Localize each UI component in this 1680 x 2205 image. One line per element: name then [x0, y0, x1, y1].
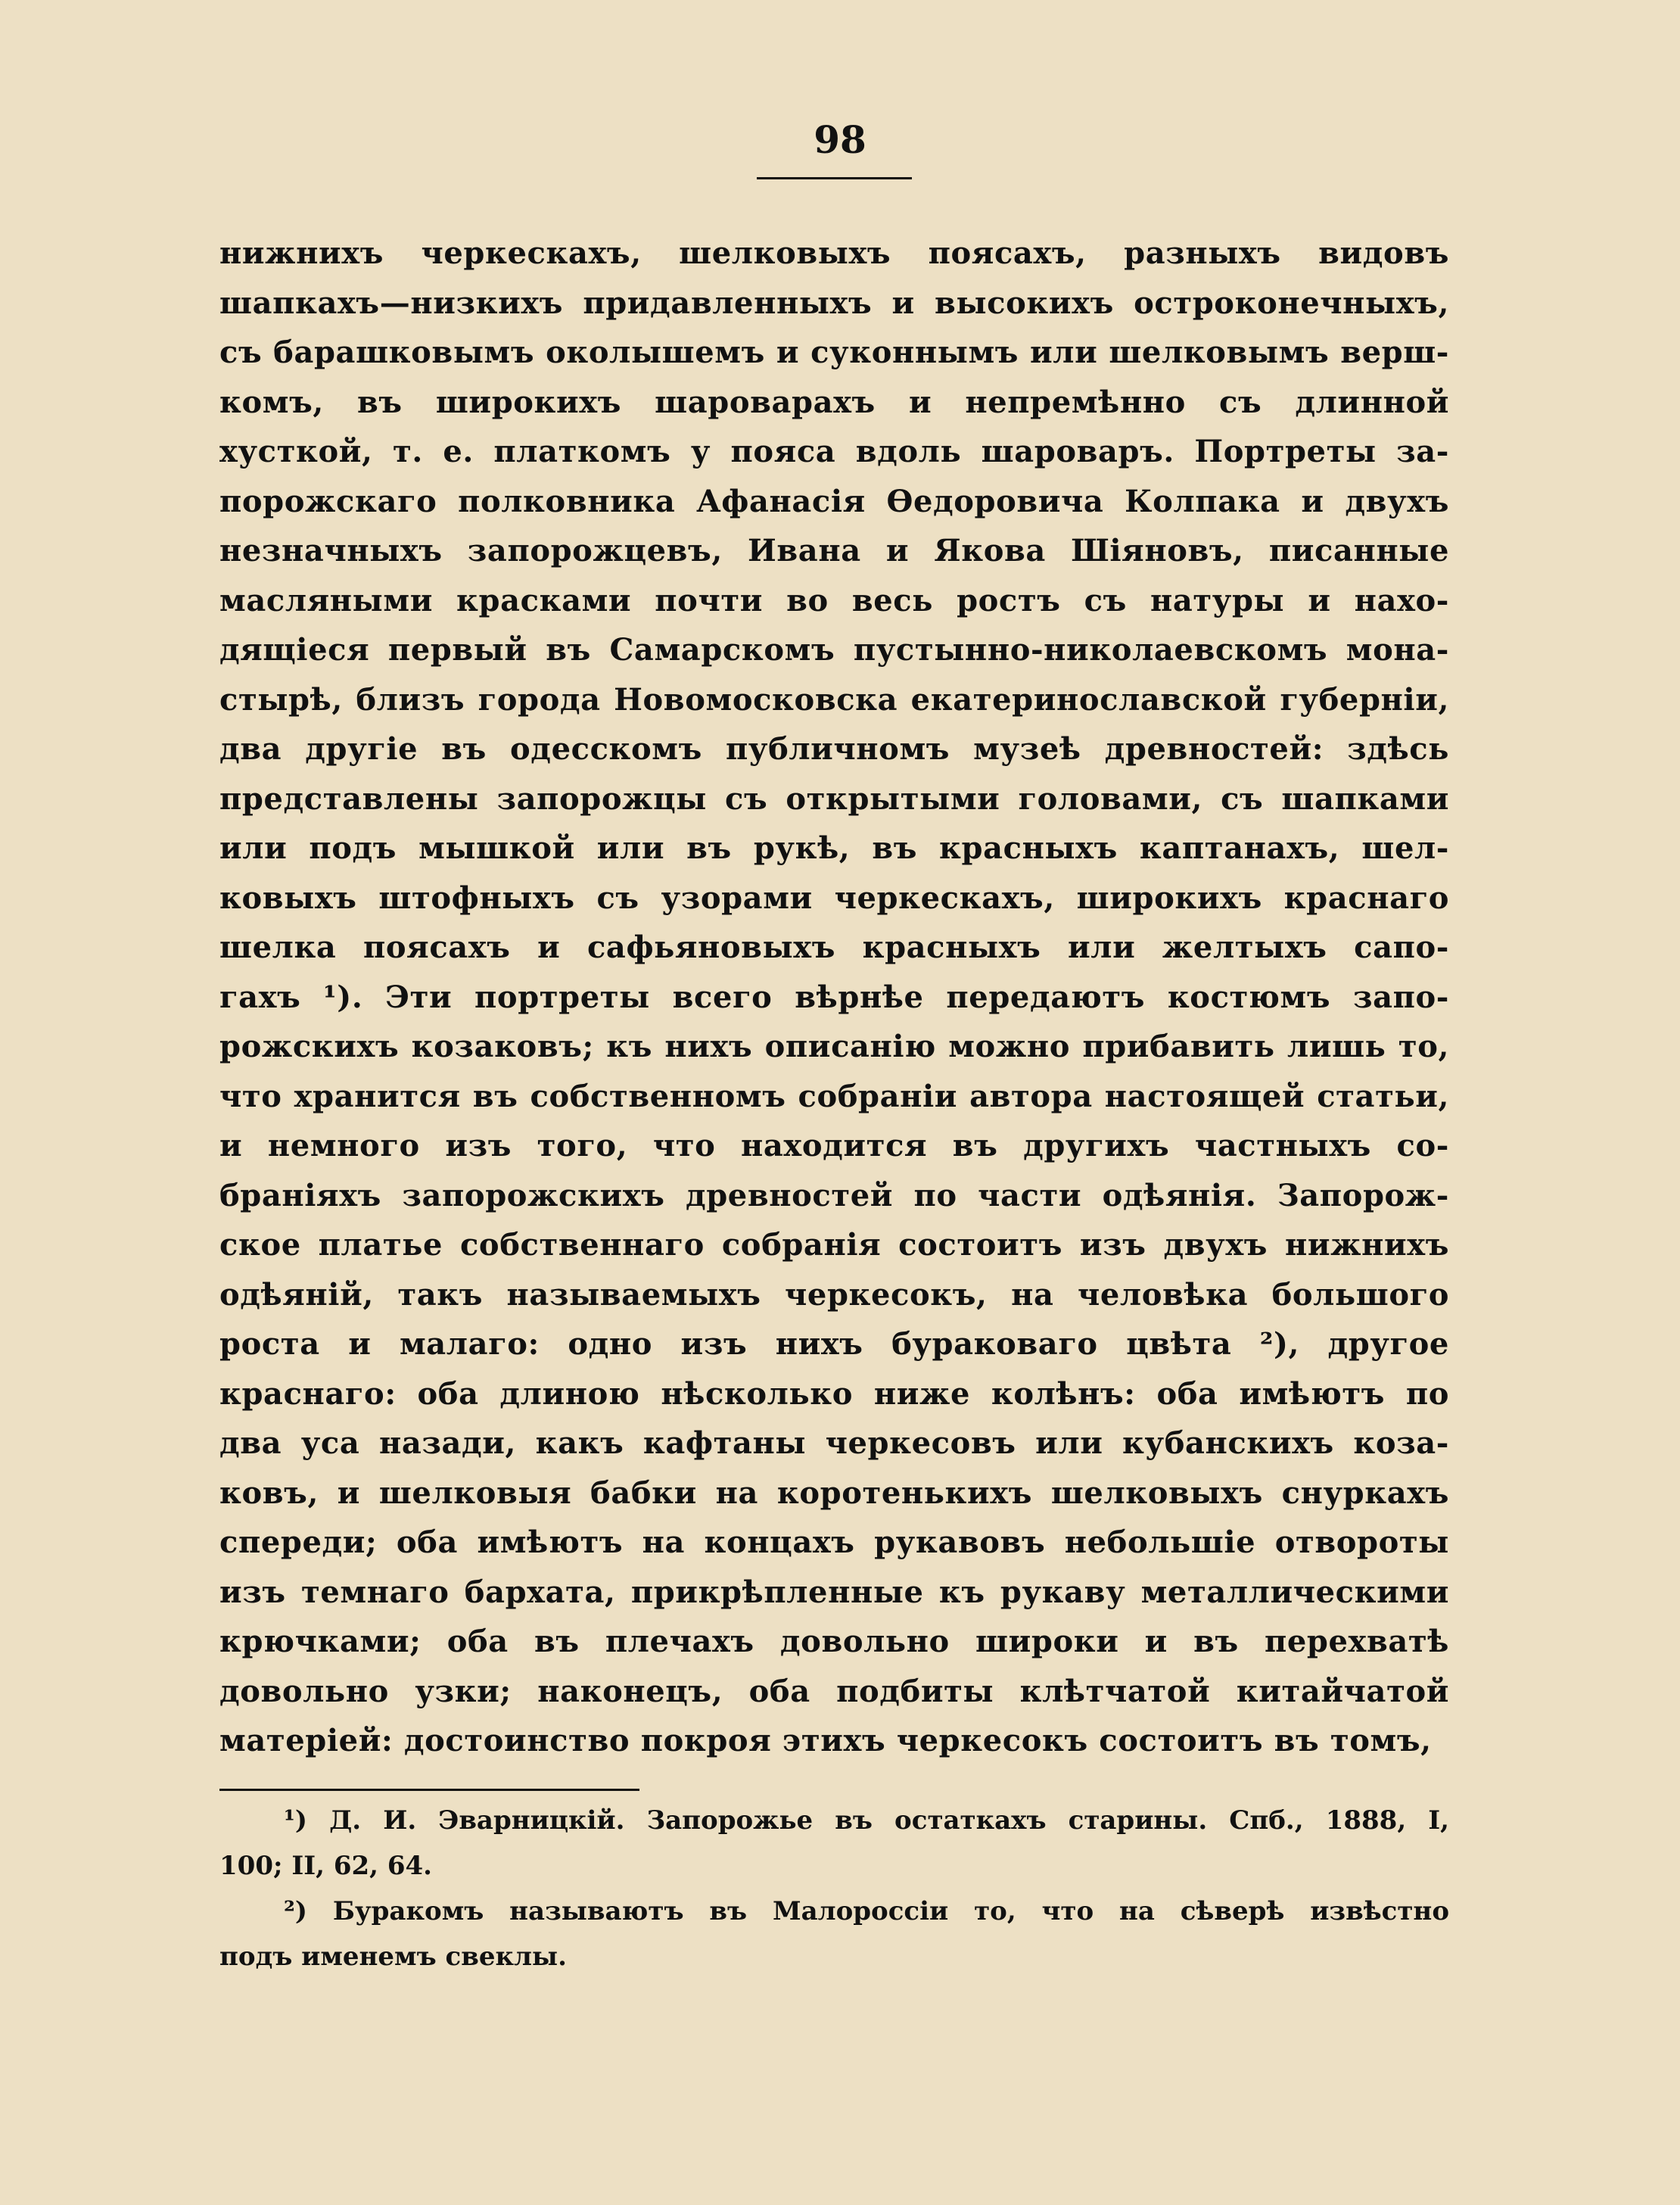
body-text: [219, 229, 1449, 1766]
body-line: съ барашковымъ околышемъ и суконнымъ или шелковымъ верш-: [219, 335, 1449, 370]
footnote-line: 100; II, 62, 64.: [219, 1851, 432, 1881]
body-line: гахъ ¹). Эти портреты всего вѣрнѣе передаютъ костюмъ запо-: [219, 979, 1449, 1015]
body-line: шелка поясахъ и сафьяновыхъ красныхъ или желтыхъ сапо-: [219, 930, 1449, 965]
body-line: одѣяній, такъ называемыхъ черкесокъ, на человѣка большого: [219, 1276, 1449, 1313]
body-line: ковъ, и шелковыя бабки на коротенькихъ шелковыхъ снуркахъ: [219, 1475, 1449, 1511]
body-line: представлены запорожцы съ открытыми головами, съ шапками: [219, 780, 1449, 817]
body-line: порожскаго полковника Афанасія Ѳедоровича Колпака и двухъ: [219, 483, 1449, 519]
body-line: довольно узки; наконецъ, оба подбиты клѣтчатой китайчатой: [219, 1673, 1449, 1709]
body-line: матеріей: достоинство покроя этихъ черкесокъ состоитъ въ томъ,: [219, 1723, 1432, 1758]
body-line: масляными красками почти во весь ростъ съ натуры и нахо-: [219, 582, 1449, 618]
body-line: что хранится въ собственномъ собраніи автора настоящей статьи,: [219, 1078, 1449, 1114]
footnote-line: подъ именемъ свеклы.: [219, 1942, 567, 1972]
body-line: два другіе въ одесскомъ публичномъ музеѣ древностей: здѣсь: [219, 731, 1449, 767]
body-line: изъ темнаго бархата, прикрѣпленные къ рукаву металлическими: [219, 1574, 1449, 1610]
page-number: 98: [814, 117, 866, 162]
body-line: браніяхъ запорожскихъ древностей по части одѣянія. Запорож-: [219, 1177, 1449, 1213]
body-line: хусткой, т. е. платкомъ у пояса вдоль шароваръ. Портреты за-: [219, 434, 1449, 469]
body-line: или подъ мышкой или въ рукѣ, въ красныхъ каптанахъ, шел-: [219, 830, 1449, 866]
body-line: комъ, въ широкихъ шароварахъ и непремѣнно съ длинной: [219, 384, 1449, 420]
footnotes: [219, 1798, 1449, 1979]
body-line: нижнихъ черкескахъ, шелковыхъ поясахъ, разныхъ видовъ: [219, 235, 1449, 271]
body-line: спереди; оба имѣютъ на концахъ рукавовъ небольшіе отвороты: [219, 1525, 1449, 1560]
footnote-rule: [219, 1789, 639, 1791]
body-line: два уса назади, какъ кафтаны черкесовъ или кубанскихъ коза-: [219, 1425, 1449, 1461]
body-line: роста и малаго: одно изъ нихъ бураковаго цвѣта ²), другое: [219, 1326, 1449, 1362]
body-line: стырѣ, близъ города Новомосковска екатеринославской губерніи,: [219, 681, 1449, 718]
body-line: и немного изъ того, что находится въ другихъ частныхъ со-: [219, 1128, 1449, 1163]
body-line: ское платье собственнаго собранія состоитъ изъ двухъ нижнихъ: [219, 1227, 1449, 1263]
body-line: ковыхъ штофныхъ съ узорами черкескахъ, широкихъ краснаго: [219, 880, 1449, 916]
body-line: рожскихъ козаковъ; къ нихъ описанію можно прибавить лишь то,: [219, 1029, 1449, 1064]
footnote-line: ¹) Д. И. Эварницкій. Запорожье въ остаткахъ старины. Спб., 1888, I,: [284, 1805, 1449, 1836]
footnote-line: ²) Буракомъ называютъ въ Малороссіи то, что на сѣверѣ извѣстно: [284, 1896, 1449, 1926]
body-line: краснаго: оба длиною нѣсколько ниже колѣнъ: оба имѣютъ по: [219, 1375, 1449, 1412]
body-line: незначныхъ запорожцевъ, Ивана и Якова Шіяновъ, писанные: [219, 533, 1449, 568]
header-rule: [757, 177, 912, 179]
body-line: шапкахъ—низкихъ придавленныхъ и высокихъ остроконечныхъ,: [219, 285, 1449, 321]
body-line: крючками; оба въ плечахъ довольно широки и въ перехватѣ: [219, 1624, 1449, 1659]
body-line: дящіеся первый въ Самарскомъ пустынно-николаевскомъ мона-: [219, 632, 1449, 668]
